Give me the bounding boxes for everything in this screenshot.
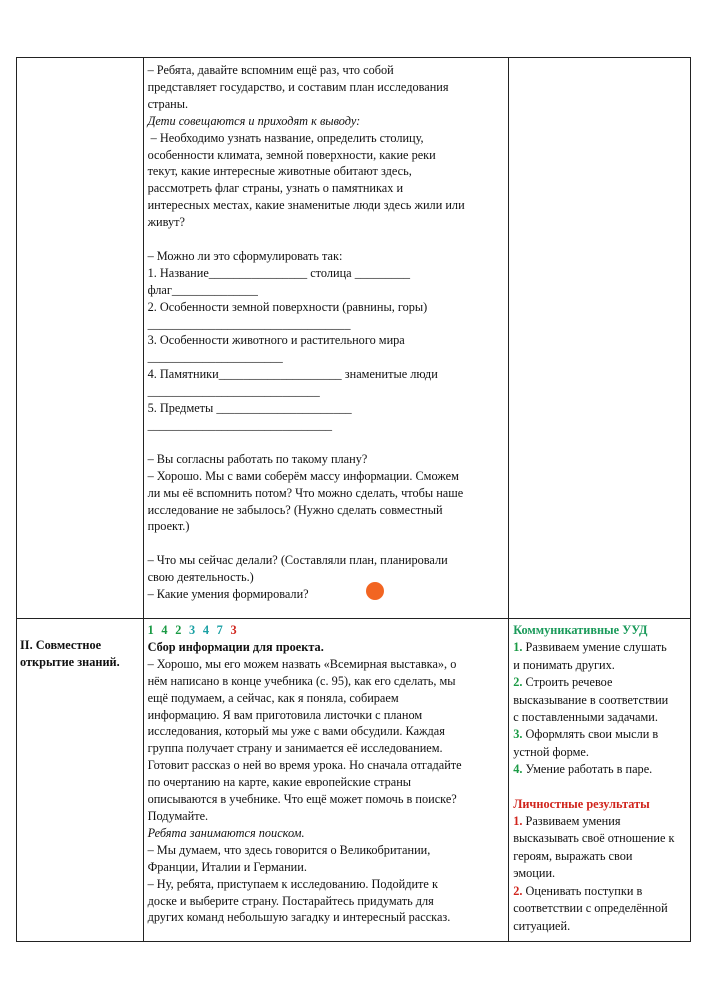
text-line: – Какие умения формировали?: [147, 587, 309, 602]
uud-item-text: высказывать своё отношение к: [513, 831, 675, 846]
uud-item-text: высказывание в соответствии: [513, 692, 669, 707]
uud-item: [513, 674, 687, 726]
task-number: 1: [147, 623, 155, 637]
text-line: по очертанию на карте, какие европейские страны: [147, 775, 412, 790]
text-line: – Что мы сейчас делали? (Составляли план, планировали: [147, 553, 448, 568]
communicative-items: [513, 639, 687, 778]
text-line: ____________________________: [147, 384, 320, 399]
uud-item-text: Умение работать в паре.: [525, 762, 653, 777]
section-body-after: [148, 842, 506, 927]
uud-item-number: 1.: [513, 640, 523, 655]
text-line: [148, 535, 506, 552]
uud-item-text: Строить речевое: [525, 675, 613, 690]
text-line: – Ну, ребята, приступаем к исследованию. Подойдите к: [147, 876, 438, 891]
italic-note: Ребята занимаются поиском.: [147, 825, 305, 840]
text-line: 5. Предметы ______________________: [147, 401, 352, 416]
text-line: ли мы её вспомнить потом? Что можно сделать, чтобы наше: [147, 485, 464, 500]
text-line: рассмотреть флаг страны, узнать о памятниках и: [147, 181, 404, 196]
uud-item-text: и понимать других.: [513, 657, 615, 672]
text-line: 1. Название________________ столица _________: [147, 265, 411, 280]
text-line: – Вы согласны работать по такому плану?: [147, 451, 368, 466]
text-line: страны.: [147, 96, 189, 111]
text-line: [148, 231, 506, 248]
uud-item-number: 3.: [513, 727, 523, 742]
uud-item-number: 1.: [513, 814, 523, 829]
personal-heading: Личностные результаты: [513, 796, 650, 811]
uud-item: [513, 761, 687, 778]
uud-item-number: 4.: [513, 762, 523, 777]
text-line: 2. Особенности земной поверхности (равнины, горы): [147, 299, 428, 314]
text-line: ещё подумаем, а сейчас, как я поняла, собираем: [147, 690, 399, 705]
table-row: [17, 58, 691, 619]
uud-list: [509, 619, 690, 935]
text-line: Франции, Италии и Германии.: [147, 859, 307, 874]
uud-item-text: Развиваем умения: [525, 814, 621, 829]
text-line: Готовит рассказ о ней во время урока. Но сначала отгадайте: [147, 758, 462, 773]
personal-items: [513, 813, 687, 935]
text-line: интересных местах, какие знаменитые люди здесь жили или: [147, 198, 465, 213]
text-line: живут?: [147, 215, 186, 230]
text-line: [148, 434, 506, 451]
text-line: описываются в учебнике. Что ещё может помочь в поиске?: [147, 792, 457, 807]
text-line: других команд небольшую загадку и интересный рассказ.: [147, 910, 451, 925]
uud-item-text: эмоции.: [513, 866, 556, 881]
text-line: 3. Особенности животного и растительного мира: [147, 333, 405, 348]
lesson-table: [16, 57, 691, 942]
text-line: – Ребята, давайте вспомним ещё раз, что собой: [147, 63, 394, 77]
stage-cell-empty: [17, 58, 144, 619]
section-heading: Сбор информации для проекта.: [147, 639, 324, 654]
uud-item-text: с поставленными задачами.: [513, 710, 658, 725]
text-line: текут, какие интересные животные обитают здесь,: [147, 164, 412, 179]
stage-title: [17, 619, 143, 671]
uud-item: [513, 883, 687, 935]
uud-item-text: Развиваем умение слушать: [525, 640, 667, 655]
text-line: Дети совещаются и приходят к выводу:: [147, 113, 361, 128]
uud-item: [513, 639, 687, 674]
uud-item-text: героям, выражать свои: [513, 848, 633, 863]
text-line: флаг______________: [147, 282, 258, 297]
text-line: свою деятельность.): [147, 570, 254, 585]
section-body: [148, 656, 506, 825]
uud-cell: [509, 619, 691, 942]
teacher-activity-cell: [143, 619, 509, 942]
text-line: проект.): [147, 519, 190, 534]
uud-item: [513, 813, 687, 883]
teacher-activity-cell: [143, 58, 509, 619]
text-line: _________________________________: [147, 316, 351, 331]
uud-item-text: соответствии с определённой: [513, 901, 668, 916]
orange-dot-marker: [366, 582, 384, 600]
text-line: особенности климата, земной поверхности, какие реки: [147, 147, 436, 162]
task-numbers: [148, 622, 506, 639]
task-number: 7: [216, 623, 224, 637]
uud-item-text: Оценивать поступки в: [525, 883, 643, 898]
table-row: [17, 619, 691, 942]
text-line: – Можно ли это сформулировать так:: [147, 248, 343, 263]
text-line: – Хорошо, мы его можем назвать «Всемирная выставка», о: [147, 656, 457, 671]
text-line: группа получает страну и занимается её исследованием.: [147, 741, 443, 756]
text-line: – Необходимо узнать название, определить столицу,: [147, 130, 424, 145]
text-line: ______________________________: [147, 418, 333, 433]
teacher-activity-text: [144, 58, 509, 603]
task-number: 3: [189, 623, 196, 637]
text-line: исследования, который мы уже с вами обсудили. Каждая: [147, 724, 445, 739]
uud-cell-empty: [509, 58, 691, 619]
text-line: Подумайте.: [147, 808, 209, 823]
uud-item-number: 2.: [513, 883, 523, 898]
stage-cell: [17, 619, 144, 942]
uud-item-text: устной форме.: [513, 744, 589, 759]
uud-item-text: Оформлять свои мысли в: [525, 727, 659, 742]
text-line: – Хорошо. Мы с вами соберём массу информации. Сможем: [147, 468, 459, 483]
text-line: информацию. Я вам приготовила листочки с планом: [147, 707, 423, 722]
uud-item-text: ситуацией.: [513, 918, 571, 933]
task-number: 2: [175, 623, 182, 637]
task-number: 3: [230, 623, 238, 637]
uud-item: [513, 726, 687, 761]
task-number: 4: [161, 623, 169, 637]
text-line: нём написано в конце учебника (с. 95), как его сделать, мы: [147, 673, 456, 688]
text-line: исследование не забылось? (Нужно сделать совместный: [147, 502, 443, 517]
stage-line-1: II. Совместное: [20, 638, 102, 652]
text-line: доске и выберите страну. Постарайтесь придумать для: [147, 893, 434, 908]
text-line: 4. Памятники____________________ знаменитые люди: [147, 367, 438, 382]
uud-item-number: 2.: [513, 675, 523, 690]
stage-line-2: открытие знаний.: [20, 655, 120, 669]
task-number: 4: [202, 623, 210, 637]
text-line: представляет государство, и составим план исследования: [147, 79, 449, 94]
text-line: ______________________: [147, 350, 283, 365]
text-line: – Мы думаем, что здесь говорится о Великобритании,: [147, 842, 431, 857]
communicative-heading: Коммуникативные УУД: [513, 623, 648, 637]
